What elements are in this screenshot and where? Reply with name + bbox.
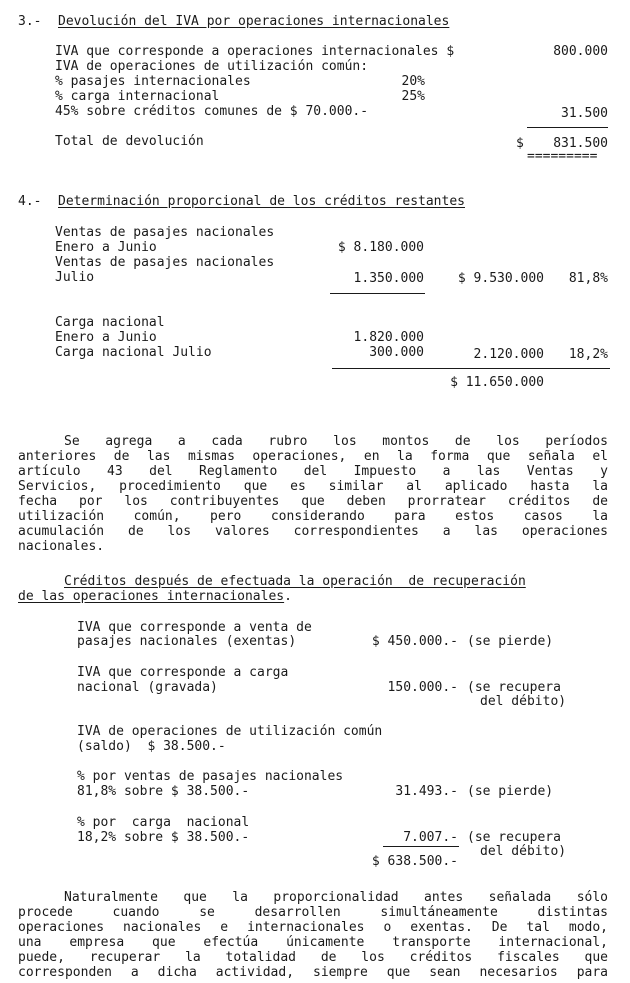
credit-item-5-note1: (se recupera	[467, 830, 561, 845]
s3-total-value: 831.500	[553, 136, 608, 151]
s3-line5-value: 31.500	[561, 106, 608, 121]
credit-item-1-note: (se pierde)	[467, 634, 554, 649]
p1-line: acumulación de los valores correspondientes a las operaciones	[18, 524, 608, 539]
p1-line: fecha por los contribuyentes que deben prorratear créditos de	[18, 494, 608, 509]
s3-line4-value: 25%	[401, 89, 425, 104]
s4-row3-label: Ventas de pasajes nacionales	[55, 255, 275, 270]
credit-item-2-note2: del débito)	[480, 694, 567, 709]
p2-line: una empresa que efectúa únicamente transporte internacional,	[18, 935, 608, 950]
credits-total: $ 638.500.-	[371, 854, 458, 869]
s4-row7-c1: 300.000	[369, 345, 424, 360]
s4-grand-total: $ 11.650.000	[450, 375, 544, 390]
credit-item-4-line2: 81,8% sobre $ 38.500.-	[77, 784, 250, 799]
s4-row7-c2: 2.120.000	[473, 347, 544, 362]
s4-row6-label: Enero a Junio	[55, 330, 157, 345]
credit-item-2-note1: (se recupera	[467, 680, 561, 695]
s4-row6-c1: 1.820.000	[353, 330, 424, 345]
credit-item-2-line2: nacional (gravada)	[77, 680, 218, 695]
credit-item-5-note2: del débito)	[480, 844, 567, 859]
s3-line5-label: 45% sobre créditos comunes de $ 70.000.-	[55, 104, 369, 119]
p2-line: operaciones nacionales e internacionales o exentas. De tal modo,	[18, 920, 608, 935]
s4-row4-label: Julio	[55, 270, 95, 285]
credit-item-5-line2: 18,2% sobre $ 38.500.-	[77, 830, 250, 845]
credits-heading-line2-wrap	[18, 589, 292, 604]
credit-item-3-line1: IVA de operaciones de utilización común	[77, 724, 383, 739]
section4-number: 4.-	[18, 194, 42, 209]
credit-item-1-line2: pasajes nacionales (exentas)	[77, 634, 297, 649]
credit-item-2-amount: 150.000.-	[387, 680, 458, 695]
paragraph-2	[18, 890, 608, 980]
s4-row7-label: Carga nacional Julio	[55, 345, 212, 360]
p2-line: procede cuando se desarrollen simultáneamente distintas	[18, 905, 608, 920]
s4-rule-2	[332, 368, 610, 369]
s4-row4-c3: 81,8%	[568, 271, 608, 286]
credit-item-1-line1: IVA que corresponde a venta de	[77, 620, 312, 635]
section3-number: 3.-	[18, 14, 42, 29]
s4-row2-label: Enero a Junio	[55, 240, 157, 255]
p2-line: corresponden a dicha actividad, siempre que sean necesarios para	[18, 965, 608, 980]
p1-line: utilización común, pero considerando para estos casos la	[18, 509, 608, 524]
credit-item-5-line1: % por carga nacional	[77, 815, 250, 830]
credits-heading-line1: Créditos después de efectuada la operación de recuperación	[64, 574, 526, 589]
section4-title: Determinación proporcional de los créditos restantes	[58, 194, 465, 209]
p2-line: Naturalmente que la proporcionalidad antes señalada sólo	[64, 890, 608, 905]
credit-item-4-note: (se pierde)	[467, 784, 554, 799]
s4-row4-c1: 1.350.000	[353, 271, 424, 286]
credit-item-3-line2: (saldo) $ 38.500.-	[77, 739, 226, 754]
credit-item-5-amount: 7.007.-	[403, 830, 458, 845]
s3-line3-label: % pasajes internacionales	[55, 74, 251, 89]
s4-row2-c1: $ 8.180.000	[337, 240, 424, 255]
section3-title: Devolución del IVA por operaciones internacionales	[58, 14, 450, 29]
credits-heading-period: .	[284, 589, 292, 604]
p2-line: puede, recuperar la totalidad de los créditos fiscales que	[18, 950, 608, 965]
p1-line: artículo 43 del Reglamento del Impuesto a las Ventas y	[18, 464, 608, 479]
p1-line: anteriores de las mismas operaciones, en la forma que señala el	[18, 449, 608, 464]
s3-total-label: Total de devolución	[55, 134, 204, 149]
p1-line: nacionales.	[18, 539, 105, 554]
p1-line: Servicios, procedimiento que es similar al aplicado hasta la	[18, 479, 608, 494]
s3-line4-label: % carga internacional	[55, 89, 220, 104]
paragraph-1	[18, 434, 608, 554]
s4-row7-c3: 18,2%	[568, 347, 608, 362]
s3-subtotal-rule	[527, 127, 608, 128]
credits-total-rule	[383, 846, 459, 847]
s4-row1-label: Ventas de pasajes nacionales	[55, 225, 275, 240]
s3-line2-label: IVA de operaciones de utilización común:	[55, 59, 369, 74]
credit-item-2-line1: IVA que corresponde a carga	[77, 665, 289, 680]
credit-item-4-line1: % por ventas de pasajes nacionales	[77, 769, 344, 784]
s4-row4-c2: $ 9.530.000	[457, 271, 544, 286]
s3-line1-label: IVA que corresponde a operaciones internacionales $	[55, 44, 455, 59]
s3-total-currency: $	[516, 136, 524, 151]
p1-line: Se agrega a cada rubro los montos de los períodos	[64, 434, 608, 449]
s3-line1-value: 800.000	[553, 44, 608, 59]
s3-total-double-underline: =========	[527, 149, 598, 164]
credit-item-4-amount: 31.493.-	[395, 784, 458, 799]
credit-item-1-amount: $ 450.000.-	[371, 634, 458, 649]
s3-line3-value: 20%	[401, 74, 425, 89]
s4-rule-1	[330, 293, 425, 294]
s4-row5-label: Carga nacional	[55, 315, 165, 330]
credits-heading-line2: de las operaciones internacionales	[18, 589, 285, 604]
